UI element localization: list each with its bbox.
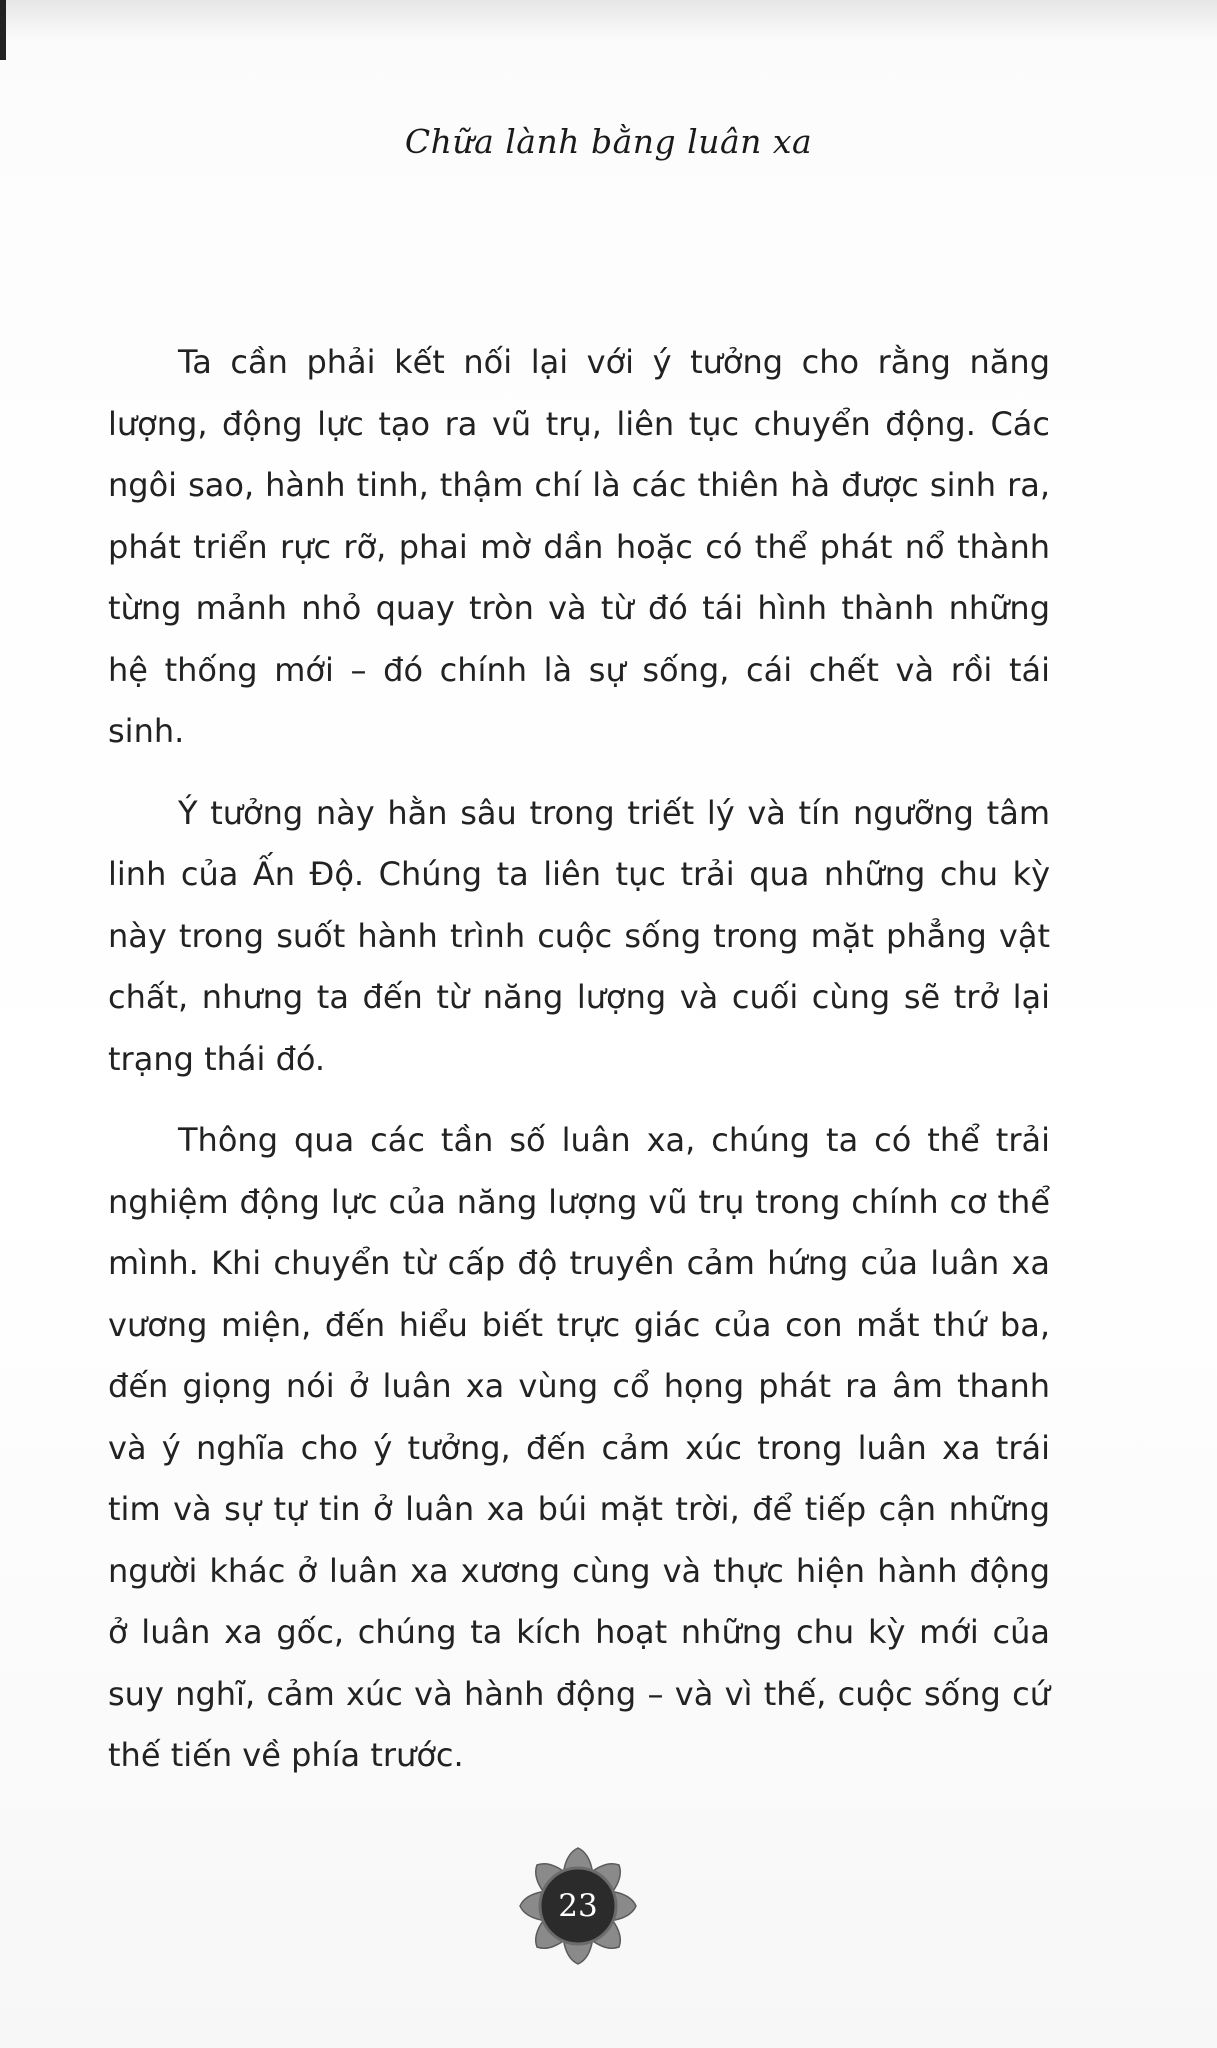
page-number: 23 [558,1888,598,1924]
paragraph-1: Ta cần phải kết nối lại với ý tưởng cho rằng năng lượng, động lực tạo ra vũ trụ, liên tục chuyển động. Các ngôi sao, hành tinh, thậm chí là các thiên hà được sinh ra, phát triển rực rỡ, phai mờ dần hoặc có thể phát nổ thành từng mảnh nhỏ quay tròn và từ đó tái hình thành những hệ thống mới – đó chính là sự sống, cái chết và rồi tái sinh. [108,343,1050,750]
paragraph-2: Ý tưởng này hằn sâu trong triết lý và tín ngưỡng tâm linh của Ấn Độ. Chúng ta liên tục trải qua những chu kỳ này trong suốt hành trình cuộc sống trong mặt phẳng vật chất, nhưng ta đến từ năng lượng và cuối cùng sẽ trở lại trạng thái đó. [108,793,1050,1078]
page-edge-shadow [0,0,6,60]
paragraph-3: Thông qua các tần số luân xa, chúng ta có thể trải nghiệm động lực của năng lượng vũ trụ trong chính cơ thể mình. Khi chuyển từ cấp độ truyền cảm hứng của luân xa vương miện, đến hiểu biết trực giác của con mắt thứ ba, đến giọng nói ở luân xa vùng cổ họng phát ra âm thanh và ý nghĩa cho ý tưởng, đến cảm xúc trong luân xa trái tim và sự tự tin ở luân xa búi mặt trời, để tiếp cận những người khác ở luân xa xương cùng và thực hiện hành động ở luân xa gốc, chúng ta kích hoạt những chu kỳ mới của suy nghĩ, cảm xúc và hành động – và vì thế, cuộc sống cứ thế tiến về phía trước. [108,1121,1050,1774]
page-number-badge [518,1846,638,1966]
running-head: Chữa lành bằng luân xa [404,122,813,161]
body-text [108,332,1050,1787]
